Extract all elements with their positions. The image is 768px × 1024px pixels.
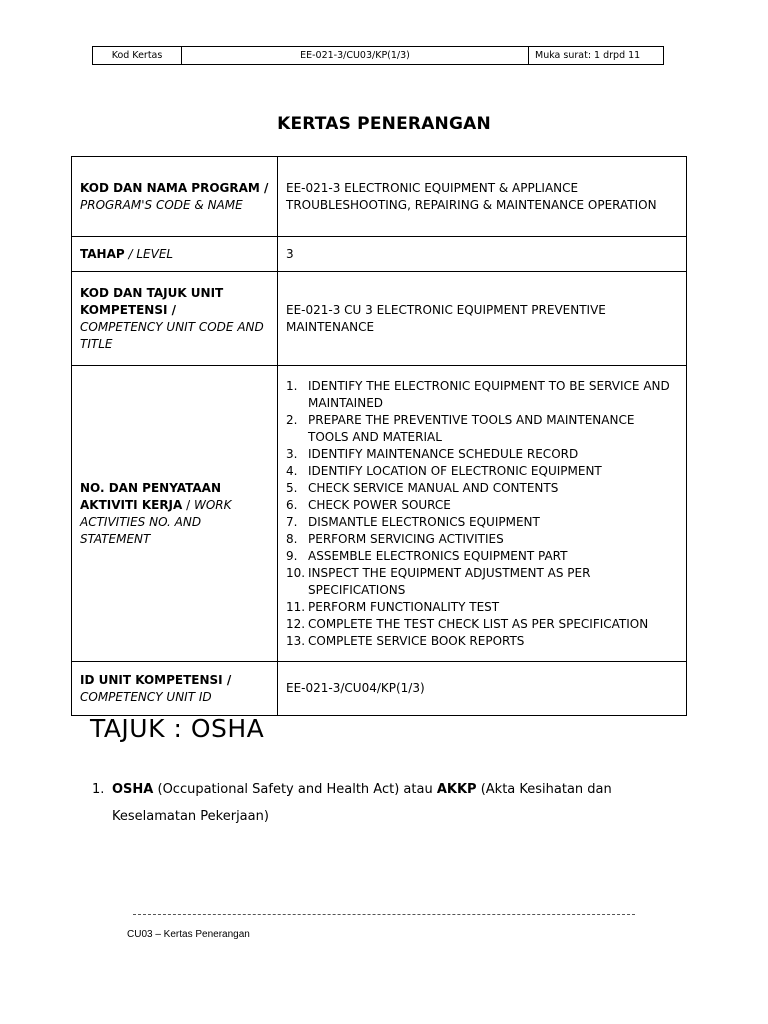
- program-label-italic: PROGRAM'S CODE & NAME: [80, 197, 243, 212]
- level-value: 3: [278, 237, 687, 272]
- activity-item: COMPLETE THE TEST CHECK LIST AS PER SPECIFICATION: [308, 616, 649, 631]
- unit-id-label-bold: ID UNIT KOMPETENSI: [80, 672, 223, 687]
- activity-item: COMPLETE SERVICE BOOK REPORTS: [308, 633, 525, 648]
- program-row: [72, 157, 687, 237]
- header-table: [92, 46, 664, 65]
- activity-item: ASSEMBLE ELECTRONICS EQUIPMENT PART: [308, 548, 568, 563]
- activity-item: CHECK POWER SOURCE: [308, 497, 451, 512]
- program-value: EE-021-3 ELECTRONIC EQUIPMENT & APPLIANCE TROUBLESHOOTING, REPAIRING & MAINTENANCE OPERATION: [278, 157, 687, 237]
- term-osha-desc: (Occupational Safety and Health Act) atau: [157, 782, 433, 797]
- unit-id-value: EE-021-3/CU04/KP(1/3): [278, 662, 687, 716]
- program-label: KOD DAN NAMA PROGRAM / PROGRAM'S CODE & NAME: [72, 157, 278, 237]
- unit-label-bold: KOD DAN TAJUK UNIT KOMPETENSI: [80, 285, 224, 317]
- unit-value: EE-021-3 CU 3 ELECTRONIC EQUIPMENT PREVENTIVE MAINTENANCE: [278, 272, 687, 366]
- unit-id-row: [72, 662, 687, 716]
- document-title: KERTAS PENERANGAN: [277, 114, 491, 134]
- footer-divider: [133, 914, 635, 915]
- activity-item: INSPECT THE EQUIPMENT ADJUSTMENT AS PER SPECIFICATIONS: [308, 565, 591, 597]
- section-heading: TAJUK : OSHA: [90, 714, 265, 743]
- osha-item-text: [112, 776, 692, 830]
- unit-id-label: ID UNIT KOMPETENSI / COMPETENCY UNIT ID: [72, 662, 278, 716]
- activity-item: IDENTIFY MAINTENANCE SCHEDULE RECORD: [308, 446, 579, 461]
- activity-item: IDENTIFY LOCATION OF ELECTRONIC EQUIPMENT: [308, 463, 602, 478]
- level-label-italic: LEVEL: [136, 246, 174, 261]
- term-osha: OSHA: [112, 782, 154, 797]
- paper-code-value: EE-021-3/CU03/KP(1/3): [182, 47, 529, 65]
- level-label: TAHAP / LEVEL: [72, 237, 278, 272]
- activity-item: PERFORM FUNCTIONALITY TEST: [308, 599, 500, 614]
- unit-label: KOD DAN TAJUK UNIT KOMPETENSI / COMPETENCY UNIT CODE AND TITLE: [72, 272, 278, 366]
- unit-id-label-italic: COMPETENCY UNIT ID: [80, 689, 212, 704]
- activities-label-bold: NO. DAN PENYATAAN AKTIVITI KERJA: [80, 480, 221, 512]
- page-footer: CU03 – Kertas Penerangan: [127, 929, 250, 940]
- activity-item: DISMANTLE ELECTRONICS EQUIPMENT: [308, 514, 540, 529]
- page-number: Muka surat: 1 drpd 11: [529, 47, 664, 65]
- activities-cell: [278, 366, 687, 662]
- info-table: [71, 156, 687, 716]
- level-row: [72, 237, 687, 272]
- unit-label-italic: COMPETENCY UNIT CODE AND TITLE: [80, 319, 264, 351]
- activities-row: [72, 366, 687, 662]
- activity-item: CHECK SERVICE MANUAL AND CONTENTS: [308, 480, 559, 495]
- term-akkp-desc: (Akta Kesihatan dan Keselamatan Pekerjaan): [112, 782, 612, 824]
- osha-item-number: 1.: [92, 782, 105, 797]
- paper-code-label: Kod Kertas: [93, 47, 182, 65]
- term-akkp: AKKP: [436, 782, 477, 797]
- activity-item: PERFORM SERVICING ACTIVITIES: [308, 531, 504, 546]
- activities-list: [286, 378, 678, 650]
- activities-label-italic: WORK ACTIVITIES NO. AND STATEMENT: [80, 497, 232, 546]
- activity-item: IDENTIFY THE ELECTRONIC EQUIPMENT TO BE SERVICE AND MAINTAINED: [308, 378, 670, 410]
- activity-item: PREPARE THE PREVENTIVE TOOLS AND MAINTENANCE TOOLS AND MATERIAL: [308, 412, 635, 444]
- level-label-bold: TAHAP: [80, 246, 125, 261]
- osha-item: [92, 776, 692, 830]
- unit-row: [72, 272, 687, 366]
- activities-label: NO. DAN PENYATAAN AKTIVITI KERJA / WORK ACTIVITIES NO. AND STATEMENT: [72, 366, 278, 662]
- program-label-bold: KOD DAN NAMA PROGRAM: [80, 180, 260, 195]
